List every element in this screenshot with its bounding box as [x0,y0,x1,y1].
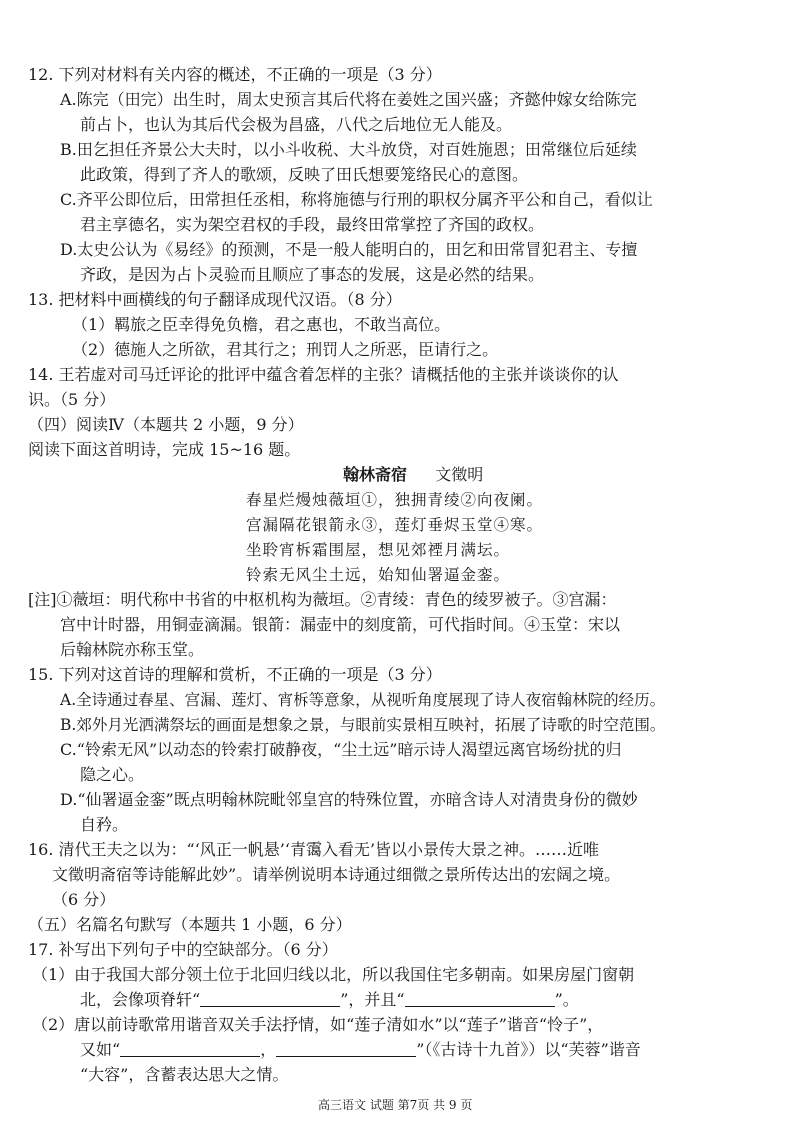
q12-option-a-line1: A.陈完（田完）出生时，周太史预言其后代将在姜姓之国兴盛；齐懿仲嫁女给陈完 [60,90,637,109]
q13-sentence-2: （2）德施人之所欲，君其行之；刑罚人之所恶，臣请行之。 [72,340,499,359]
section-4-heading: （四）阅读Ⅳ（本题共 2 小题，9 分） [28,415,304,434]
q12-option-b-line1: B.田乞担任齐景公大夫时，以小斗收税、大斗放贷，对百姓施恩；田常继位后延续 [60,140,637,159]
fill-blank-1[interactable] [200,991,340,1007]
fill-blank-4[interactable] [276,1041,416,1057]
q17-part1-text-a: 北，会像项脊轩“ [80,990,201,1009]
q17-part2-text-c: ”（《古诗十九首》）以“芙蓉”谐音 [416,1040,641,1059]
fill-blank-2[interactable] [405,991,555,1007]
q16-line3: （6 分） [52,890,116,909]
q17-part2-text-a: 又如“ [80,1040,121,1059]
q17-part2-text-b: ， [260,1040,277,1059]
poem-title: 翰林斋宿 [343,465,408,484]
page-footer: 高三语文 试题 第7页 共 9 页 [318,1098,473,1112]
q16-line2: 文徵明斋宿等诗能解此妙”。请举例说明本诗通过细微之景所传达出的宏阔之境。 [52,865,621,884]
section-4-intro: 阅读下面这首明诗，完成 15~16 题。 [28,440,301,459]
poem-line-4: 铃索无风尘土远，始知仙署逼金銮。 [246,566,511,584]
q15-option-a: A.全诗通过春星、宫漏、莲灯、宵柝等意象，从视听角度展现了诗人夜宿翰林院的经历。 [60,691,666,709]
q15-stem: 15. 下列对这首诗的理解和赏析，不正确的一项是（3 分） [28,665,442,684]
q12-option-c-line1: C.齐平公即位后，田常担任丞相，称将施德与行刑的职权分属齐平公和自己，看似让 [60,190,653,209]
q15-option-d-line1: D.“仙署逼金銮”既点明翰林院毗邻皇宫的特殊位置，亦暗含诗人对清贵身份的微妙 [60,790,638,809]
q17-part1-text-c: ”。 [554,990,579,1009]
poem-line-1: 春星烂熳烛薇垣①，独拥青绫②向夜阑。 [246,491,544,509]
q13-stem: 13. 把材料中画横线的句子翻译成现代汉语。（8 分） [28,290,402,309]
q12-option-d-line1: D.太史公认为《易经》的预测，不是一般人能明白的，田乞和田常冒犯君主、专擅 [60,240,638,259]
q17-part2-line2 [80,1039,641,1061]
q12-option-c-line2: 君主享德名，实为架空君权的手段，最终田常掌控了齐国的政权。 [80,215,545,234]
poem-line-3: 坐聆宵柝霜围屋，想见郊禋月满坛。 [246,541,511,559]
q17-part1-line1: （1）由于我国大部分领土位于北回归线以北，所以我国住宅多朝南。如果房屋门窗朝 [32,965,635,984]
q17-part2-line1: （2）唐以前诗歌常用谐音双关手法抒情，如“莲子清如水”以“莲子”谐音“怜子”， [32,1015,604,1034]
q12-option-b-line2: 此政策，得到了齐人的歌颂，反映了田氏想要笼络民心的意图。 [80,165,529,184]
q14-line1: 14. 王若虚对司马迁评论的批评中蕴含着怎样的主张？请概括他的主张并谈谈你的认 [28,365,619,384]
q15-option-c-line1: C.“铃索无风”以动态的铃索打破静夜，“尘土远”暗示诗人渴望远离官场纷扰的归 [60,740,622,759]
q15-option-b: B.郊外月光洒满祭坛的画面是想象之景，与眼前实景相互映衬，拓展了诗歌的时空范围。 [60,716,666,734]
q17-stem: 17. 补写出下列句子中的空缺部分。（6 分） [28,940,338,959]
poem-author: 文徵明 [435,465,484,484]
note-line-3: 后翰林院亦称玉堂。 [60,640,205,659]
q12-option-d-line2: 齐政，是因为占卜灵验而且顺应了事态的发展，这是必然的结果。 [80,265,545,284]
fill-blank-3[interactable] [120,1041,260,1057]
q13-sentence-1: （1）羁旅之臣幸得免负檐，君之惠也，不敢当高位。 [72,315,451,334]
q15-option-c-line2: 隐之心。 [80,765,145,784]
q17-part1-text-b: ”，并且“ [340,990,405,1009]
q17-part2-line3: “大容”，含蓄表达思大之情。 [80,1065,289,1084]
note-line-1: [注]①薇垣：明代称中书省的中枢机构为薇垣。②青绫：青色的绫罗被子。③宫漏： [28,590,617,609]
poem-line-2: 宫漏隔花银箭永③，莲灯垂烬玉堂④寒。 [246,516,544,534]
q15-option-d-line2: 自矜。 [80,815,129,834]
poem-header [343,464,483,486]
q12-option-a-line2: 前占卜，也认为其后代会极为昌盛，八代之后地位无人能及。 [80,115,513,134]
q16-line1: 16. 清代王夫之以为：“‘风正一帆悬’‘青霭入看无’皆以小景传大景之神。……近唯 [28,840,600,859]
q12-stem: 12. 下列对材料有关内容的概述，不正确的一项是（3 分） [28,65,442,84]
q14-line2: 识。（5 分） [28,390,116,409]
note-line-2: 宫中计时器，用铜壶滴漏。银箭：漏壶中的刻度箭，可代指时间。④玉堂：宋以 [60,615,621,634]
section-5-heading: （五）名篇名句默写（本题共 1 小题，6 分） [28,915,352,934]
q17-part1-line2 [80,989,579,1011]
